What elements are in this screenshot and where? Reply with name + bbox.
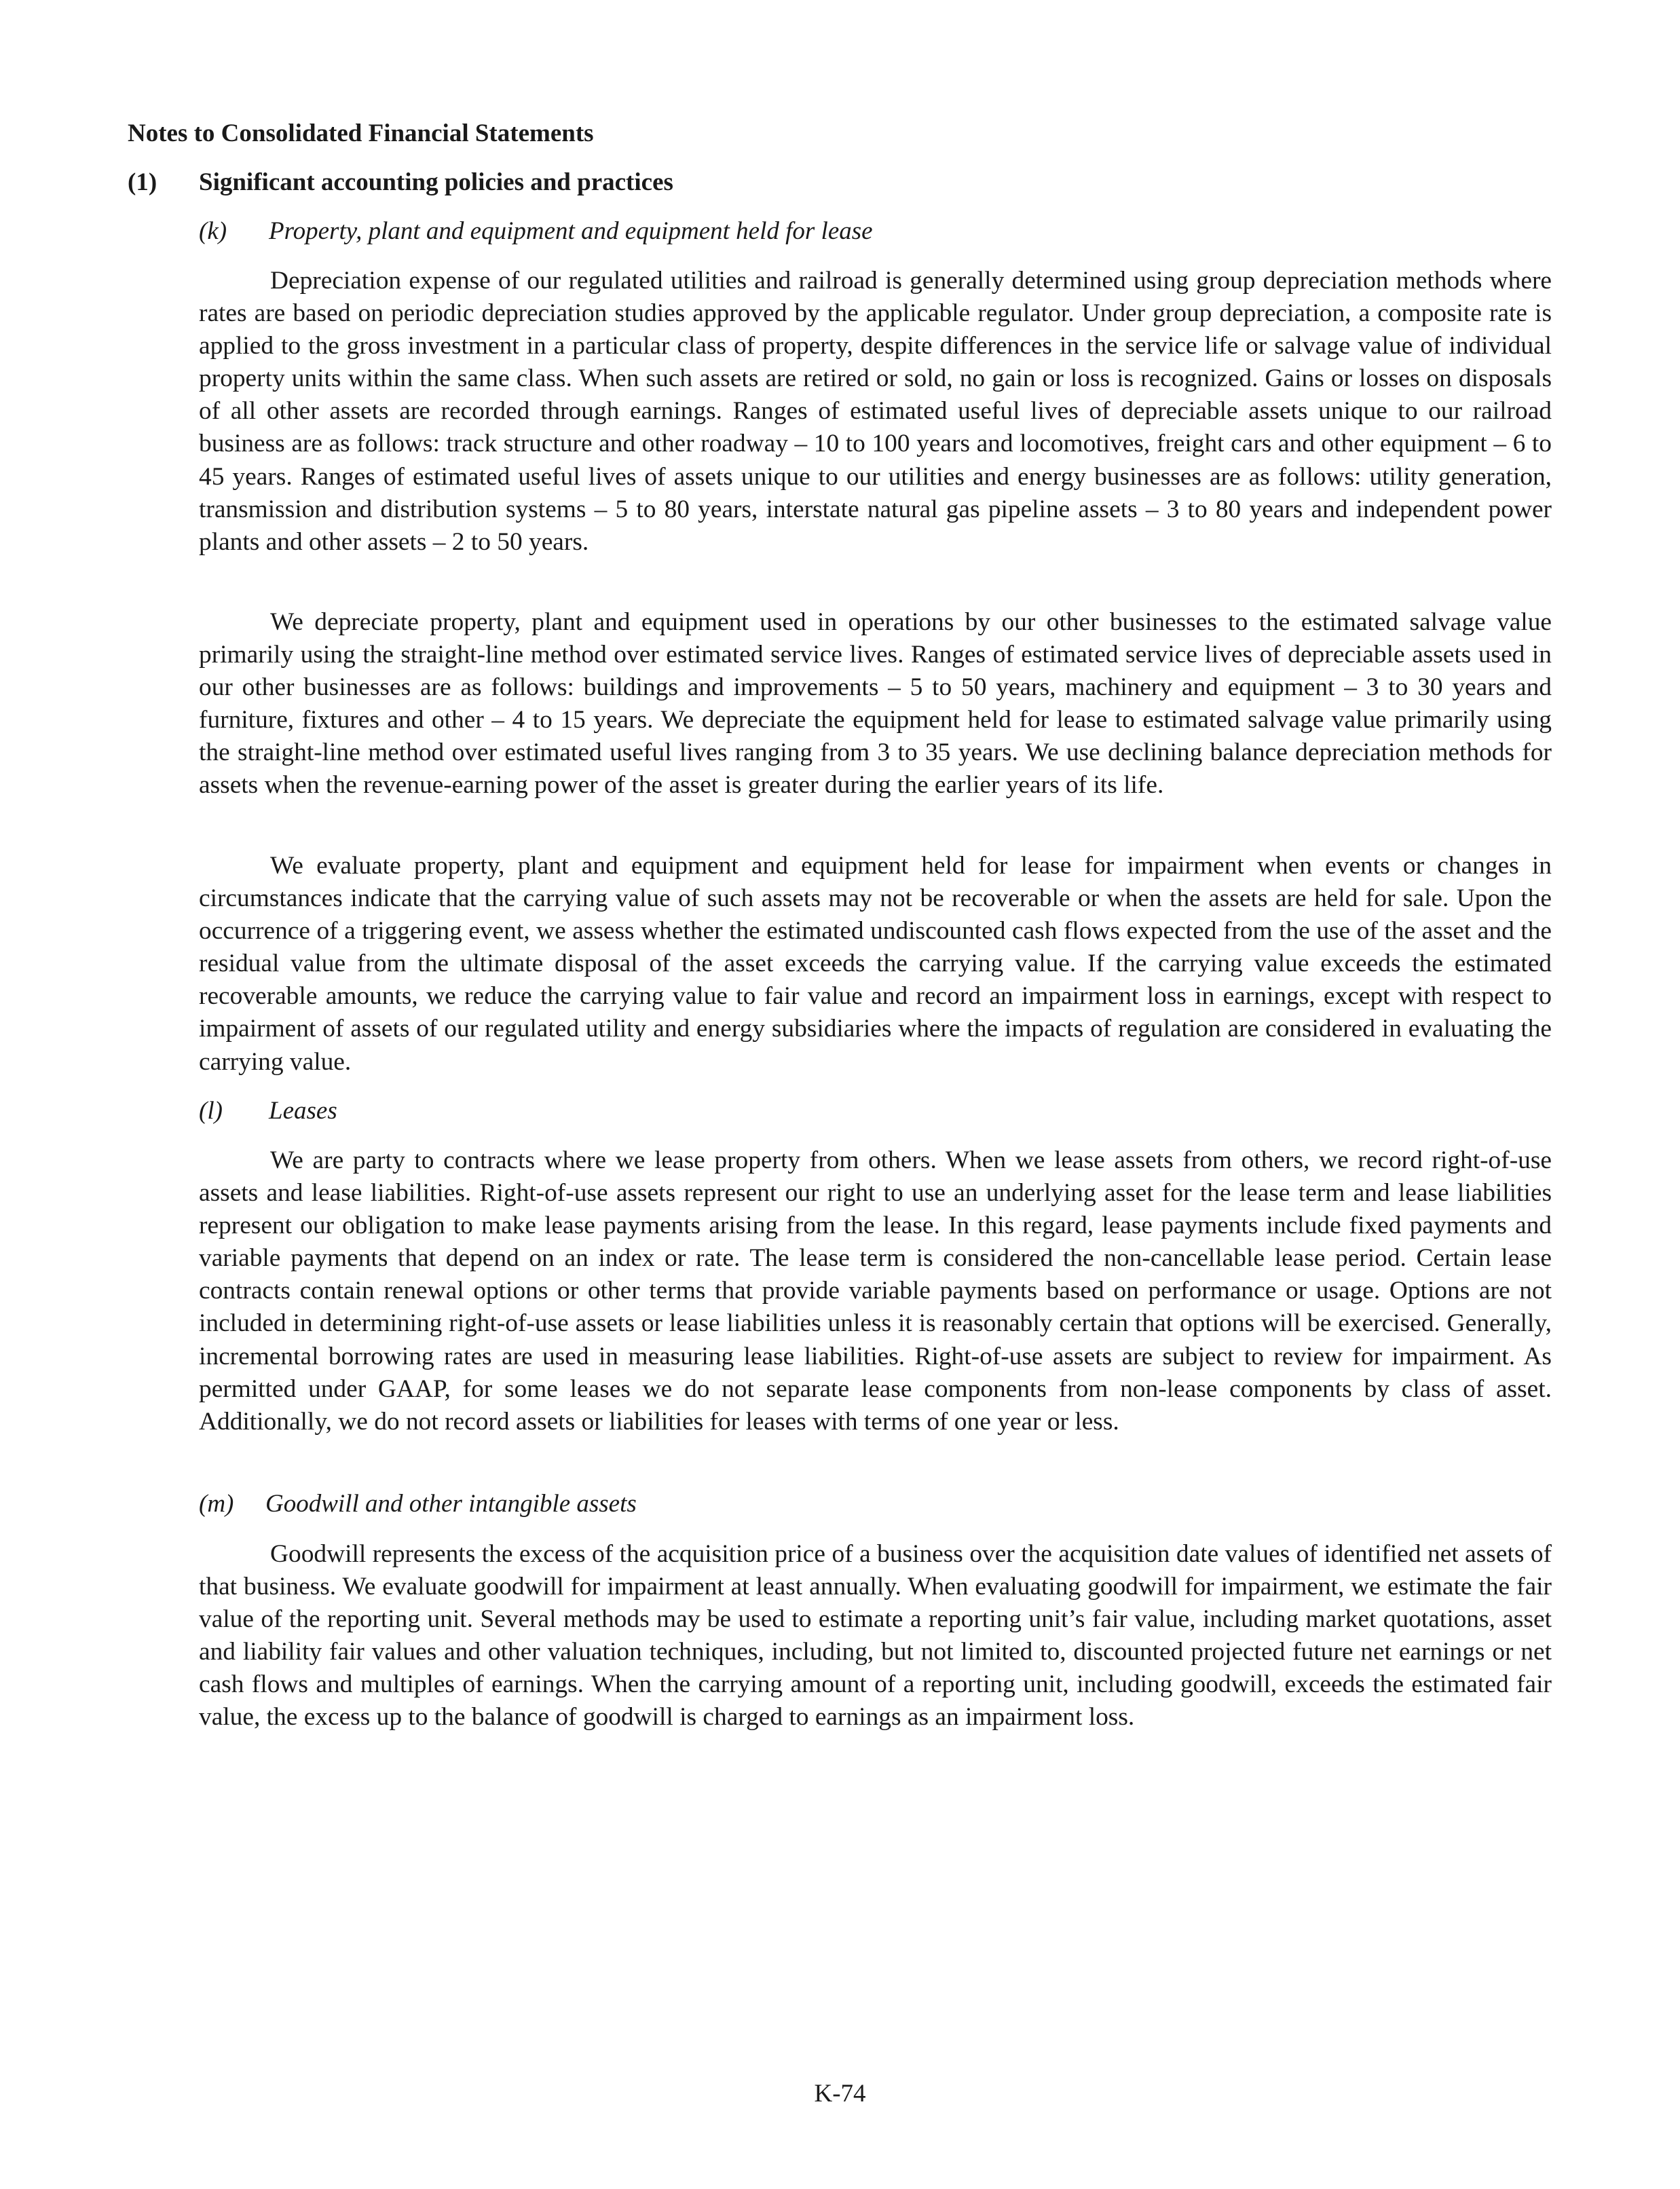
paragraph-depreciation-other: We depreciate property, plant and equipment used in operations by our other businesses to the estimated salvage value primarily using the straight-line method over estimated service lives. Ranges of estimated service lives of depreciable assets used in our other businesses are as follows: buildings and improvements – 5 to 50 years, machinery and equipment – 3 to 30 years and furniture, fixtures and other – 4 to 15 years. We depreciate the equipment held for lease to estimated salvage value primarily using the straight-line method over estimated useful lives ranging from 3 to 35 years. We use declining balance depreciation methods for assets when the revenue-earning power of the asset is greater during the earlier years of its life.	[199, 608, 1552, 800]
document-title: Notes to Consolidated Financial Statements	[128, 119, 594, 147]
section-heading	[128, 167, 673, 198]
subsection-title: Property, plant and equipment and equipment held for lease	[269, 217, 873, 245]
subsection-letter: (l)	[199, 1097, 223, 1125]
paragraph-leases: We are party to contracts where we lease property from others. When we lease assets from others, we record right-of-use assets and lease liabilities. Right-of-use assets represent our right to use an underlying asset for the lease term and lease liabilities represent our obligation to make lease payments arising from the lease. In this regard, lease payments include fixed payments and variable payments that depend on an index or rate. The lease term is considered the non-cancellable lease period. Certain lease contracts contain renewal options or other terms that provide variable payments based on performance or usage. Options are not included in determining right-of-use assets or lease liabilities unless it is reasonably certain that options will be exercised. Generally, incremental borrowing rates are used in measuring lease liabilities. Right-of-use assets are subject to review for impairment. As permitted under GAAP, for some leases we do not separate lease components from non-lease components by class of asset. Additionally, we do not record assets or liabilities for leases with terms of one year or less.	[199, 1146, 1552, 1436]
paragraph-goodwill: Goodwill represents the excess of the acquisition price of a business over the acquisition date values of identified net assets of that business. We evaluate goodwill for impairment at least annually. When evaluating goodwill for impairment, we estimate the fair value of the reporting unit. Several methods may be used to estimate a reporting unit’s fair value, including market quotations, asset and liability fair values and other valuation techniques, including, but not limited to, discounted projected future net earnings or net cash flows and multiples of earnings. When the carrying amount of a reporting unit, including goodwill, exceeds the estimated fair value, the excess up to the balance of goodwill is charged to earnings as an impairment loss.	[199, 1540, 1552, 1732]
subsection-heading-l	[199, 1096, 337, 1127]
paragraph-depreciation-regulated: Depreciation expense of our regulated utilities and railroad is generally determined using group depreciation methods where rates are based on periodic depreciation studies approved by the applicable regulator. Under group depreciation, a composite rate is applied to the gross investment in a particular class of property, despite differences in the service life or salvage value of individual property units within the same class. When such assets are retired or sold, no gain or loss is recognized. Gains or losses on disposals of all other assets are recorded through earnings. Ranges of estimated useful lives of depreciable assets unique to our railroad business are as follows: track structure and other roadway – 10 to 100 years and locomotives, freight cars and other equipment – 6 to 45 years. Ranges of estimated useful lives of assets unique to our utilities and energy businesses are as follows: utility generation, transmission and distribution systems – 5 to 80 years, interstate natural gas pipeline assets – 3 to 80 years and independent power plants and other assets – 2 to 50 years.	[199, 267, 1552, 556]
page-number: K-74	[814, 2080, 866, 2108]
subsection-heading-k	[199, 216, 873, 247]
section-number: (1)	[128, 168, 157, 196]
subsection-title: Goodwill and other intangible assets	[265, 1490, 637, 1518]
section-title: Significant accounting policies and practices	[199, 168, 673, 196]
subsection-title: Leases	[269, 1097, 337, 1125]
subsection-letter: (m)	[199, 1490, 234, 1518]
subsection-heading-m	[199, 1489, 637, 1520]
subsection-letter: (k)	[199, 217, 227, 245]
paragraph-impairment: We evaluate property, plant and equipment and equipment held for lease for impairment when events or changes in circumstances indicate that the carrying value of such assets may not be recoverable or when the assets are held for sale. Upon the occurrence of a triggering event, we assess whether the estimated undiscounted cash flows expected from the use of the asset and the residual value from the ultimate disposal of the asset exceeds the carrying value. If the carrying value exceeds the estimated recoverable amounts, we reduce the carrying value to fair value and record an impairment loss in earnings, except with respect to impairment of assets of our regulated utility and energy subsidiaries where the impacts of regulation are considered in evaluating the carrying value.	[199, 852, 1552, 1076]
